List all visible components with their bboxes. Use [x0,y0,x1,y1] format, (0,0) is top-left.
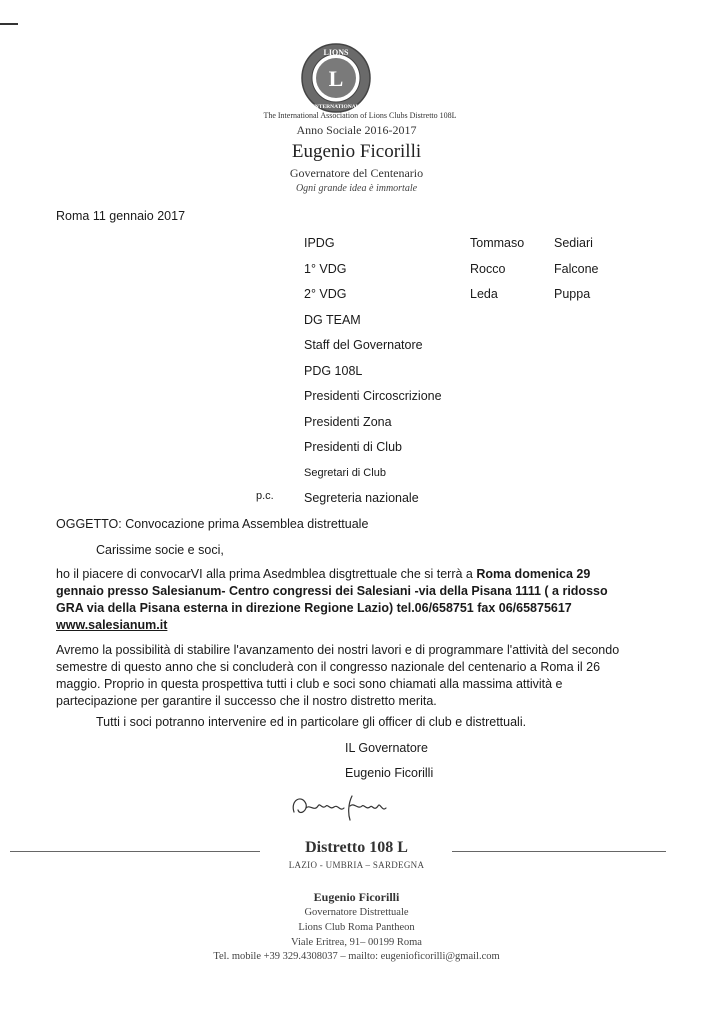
logo-text-bottom: INTERNATIONAL [312,104,360,110]
logo-letter: L [328,66,344,91]
signoff-role: IL Governatore [345,741,428,755]
recipient-role: Presidenti di Club [304,440,402,454]
footer-governor-title: Governatore Distrettuale [304,907,409,918]
pc-label: p.c. [256,490,274,502]
governor-name: Eugenio Ficorilli [291,141,422,162]
meeting-details: Roma domenica 29 gennaio presso Salesianum- Centro congressi dei Salesiani -via della Pisana 1111 ( a ridosso GRA via della Pisana esterna in direzione Regione Lazio) tel.06/658751 fax 06/65875617 [56,567,608,615]
footer-club: Lions Club Roma Pantheon [298,922,415,933]
governor-title: Governatore del Centenario [289,166,424,180]
recipient-role: IPDG [304,236,335,250]
logo-text-top: LIONS [323,48,349,57]
subject-line: OGGETTO: Convocazione prima Assemblea distrettuale [56,517,369,531]
paragraph-program: Avremo la possibilità di stabilire l'avanzamento dei nostri lavori e di programmare l'attività del secondo semestre di questo anno che si concluderà con il congresso nazionale del centenario a Roma il 26 maggio. Proprio in questa prospettiva tutti i club e soci sono chiamati alla massima attività e partecipazione per garantire il successo che il nostro distretto merita. [56,643,620,708]
recipient-first-name: Tommaso [470,236,525,250]
recipient-role: 2° VDG [304,287,347,301]
recipient-role: Presidenti Circoscrizione [304,389,442,403]
footer-governor-name: Eugenio Ficorilli [313,890,400,904]
greeting: Carissime socie e soci, [96,543,224,557]
recipient-last-name: Puppa [554,287,591,301]
corner-mark [0,23,18,25]
lions-logo [300,42,372,114]
website-link[interactable]: www.salesianum.it [56,618,168,632]
recipient-last-name: Falcone [554,262,599,276]
recipient-role: Segreteria nazionale [304,491,419,505]
footer-contacts: Tel. mobile +39 329.4308037 – mailto: eugenioficorilli@gmail.com [213,951,500,962]
paragraph-convocation [56,566,616,634]
recipient-first-name: Rocco [470,262,506,276]
paragraph-participation: Tutti i soci potranno intervenire ed in particolare gli officer di club e distrettuali. [96,715,527,729]
recipient-role: Segretari di Club [304,467,386,479]
footer-address: Viale Eritrea, 91– 00199 Roma [291,937,422,948]
district-regions: LAZIO - UMBRIA – SARDEGNA [288,860,425,870]
motto: Ogni grande idea è immortale [295,183,418,194]
letter-date: Roma 11 gennaio 2017 [56,209,186,223]
recipient-role: DG TEAM [304,313,361,327]
association-line: The International Association of Lions Clubs Distretto 108L [263,111,457,120]
recipient-first-name: Leda [470,287,498,301]
signoff-name: Eugenio Ficorilli [345,766,434,780]
handwritten-signature [288,790,398,824]
district-name: Distretto 108 L [305,839,408,856]
paragraph-convocation-text: ho il piacere di convocarVI alla prima Asedmblea disgtrettuale che si terrà a [56,567,477,581]
social-year: Anno Sociale 2016-2017 [296,123,417,137]
recipient-role: Presidenti Zona [304,415,392,429]
recipient-role: PDG 108L [304,364,363,378]
recipient-last-name: Sediari [554,236,593,250]
recipient-role: Staff del Governatore [304,338,423,352]
recipient-role: 1° VDG [304,262,347,276]
